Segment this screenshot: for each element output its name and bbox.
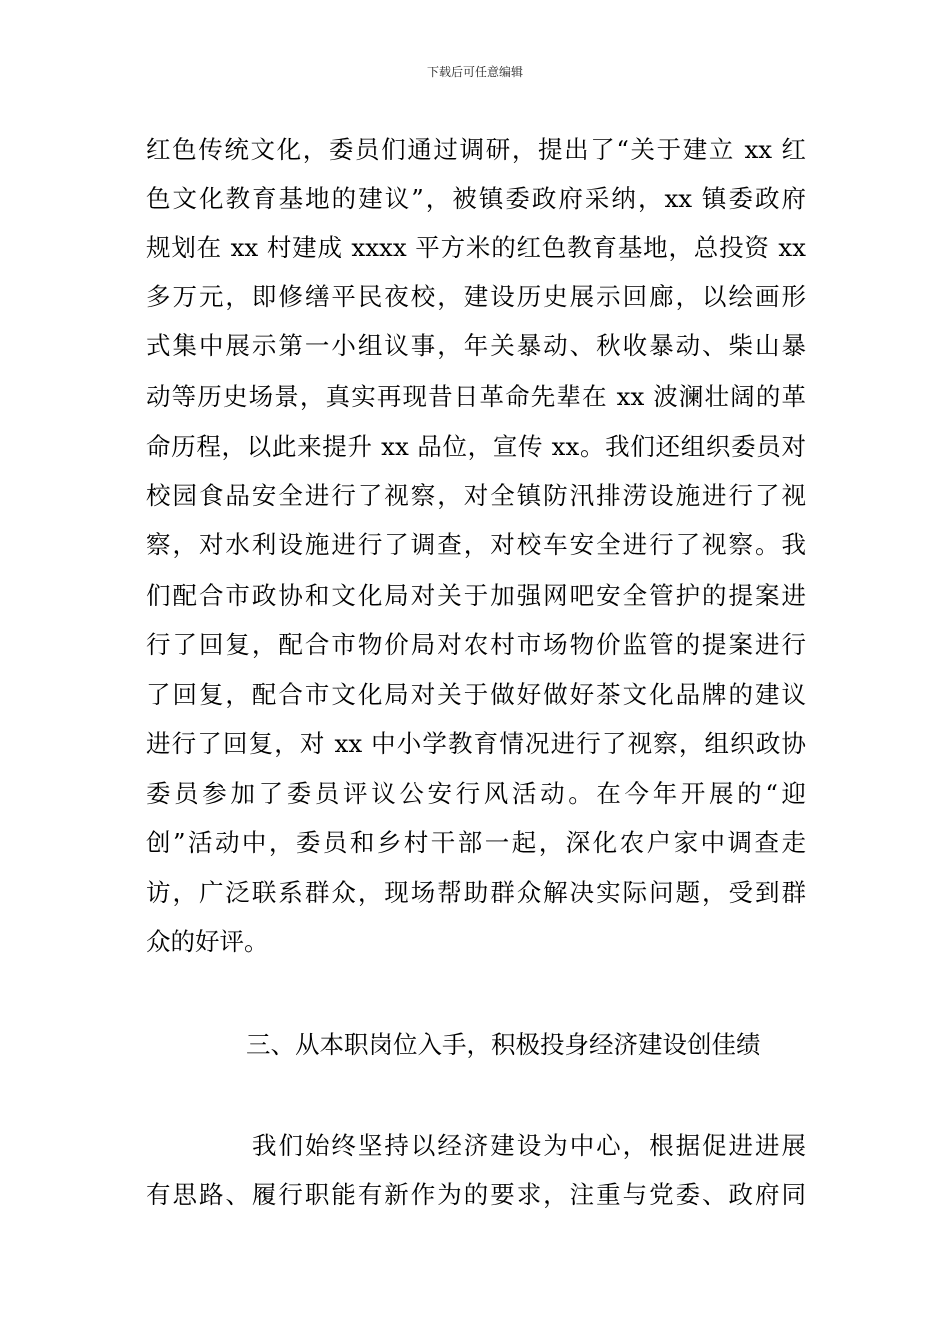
paragraph-line: 多万元，即修缮平民夜校，建设历史展示回廊，以绘画形: [146, 282, 806, 311]
section-heading: 三、从本职岗位入手，积极投身经济建设创佳绩: [246, 1030, 761, 1059]
paragraph-line: 我们始终坚持以经济建设为中心，根据促进进展: [252, 1131, 806, 1160]
paragraph-line: 色文化教育基地的建议”，被镇委政府采纳，xx 镇委政府: [146, 184, 806, 213]
paragraph-line: 委员参加了委员评议公安行风活动。在今年开展的“迎: [146, 779, 806, 808]
paragraph-line: 了回复，配合市文化局对关于做好做好茶文化品牌的建议: [146, 680, 806, 709]
paragraph-line: 们配合市政协和文化局对关于加强网吧安全管护的提案进: [146, 581, 806, 610]
paragraph-line: 规划在 xx 村建成 xxxx 平方米的红色教育基地，总投资 xx: [146, 233, 806, 262]
header-note: 下载后可任意编辑: [426, 65, 523, 79]
paragraph-line: 众的好评。: [146, 927, 269, 956]
paragraph-line: 校园食品安全进行了视察，对全镇防汛排涝设施进行了视: [146, 481, 806, 510]
paragraph-line: 有思路、履行职能有新作为的要求，注重与党委、政府同: [146, 1180, 806, 1209]
paragraph-line: 动等历史场景，真实再现昔日革命先辈在 xx 波澜壮阔的革: [146, 382, 806, 411]
paragraph-line: 红色传统文化，委员们通过调研，提出了“关于建立 xx 红: [146, 135, 806, 164]
paragraph-line: 行了回复，配合市物价局对农村市场物价监管的提案进行: [146, 630, 806, 659]
paragraph-line: 创”活动中，委员和乡村干部一起，深化农户家中调查走: [146, 828, 806, 857]
paragraph-line: 命历程，以此来提升 xx 品位，宣传 xx。我们还组织委员对: [146, 432, 806, 461]
paragraph-line: 进行了回复，对 xx 中小学教育情况进行了视察，组织政协: [146, 729, 806, 758]
paragraph-line: 察，对水利设施进行了调查，对校车安全进行了视察。我: [146, 530, 806, 559]
paragraph-line: 访，广泛联系群众，现场帮助群众解决实际问题，受到群: [146, 878, 806, 907]
paragraph-line: 式集中展示第一小组议事，年关暴动、秋收暴动、柴山暴: [146, 331, 806, 360]
